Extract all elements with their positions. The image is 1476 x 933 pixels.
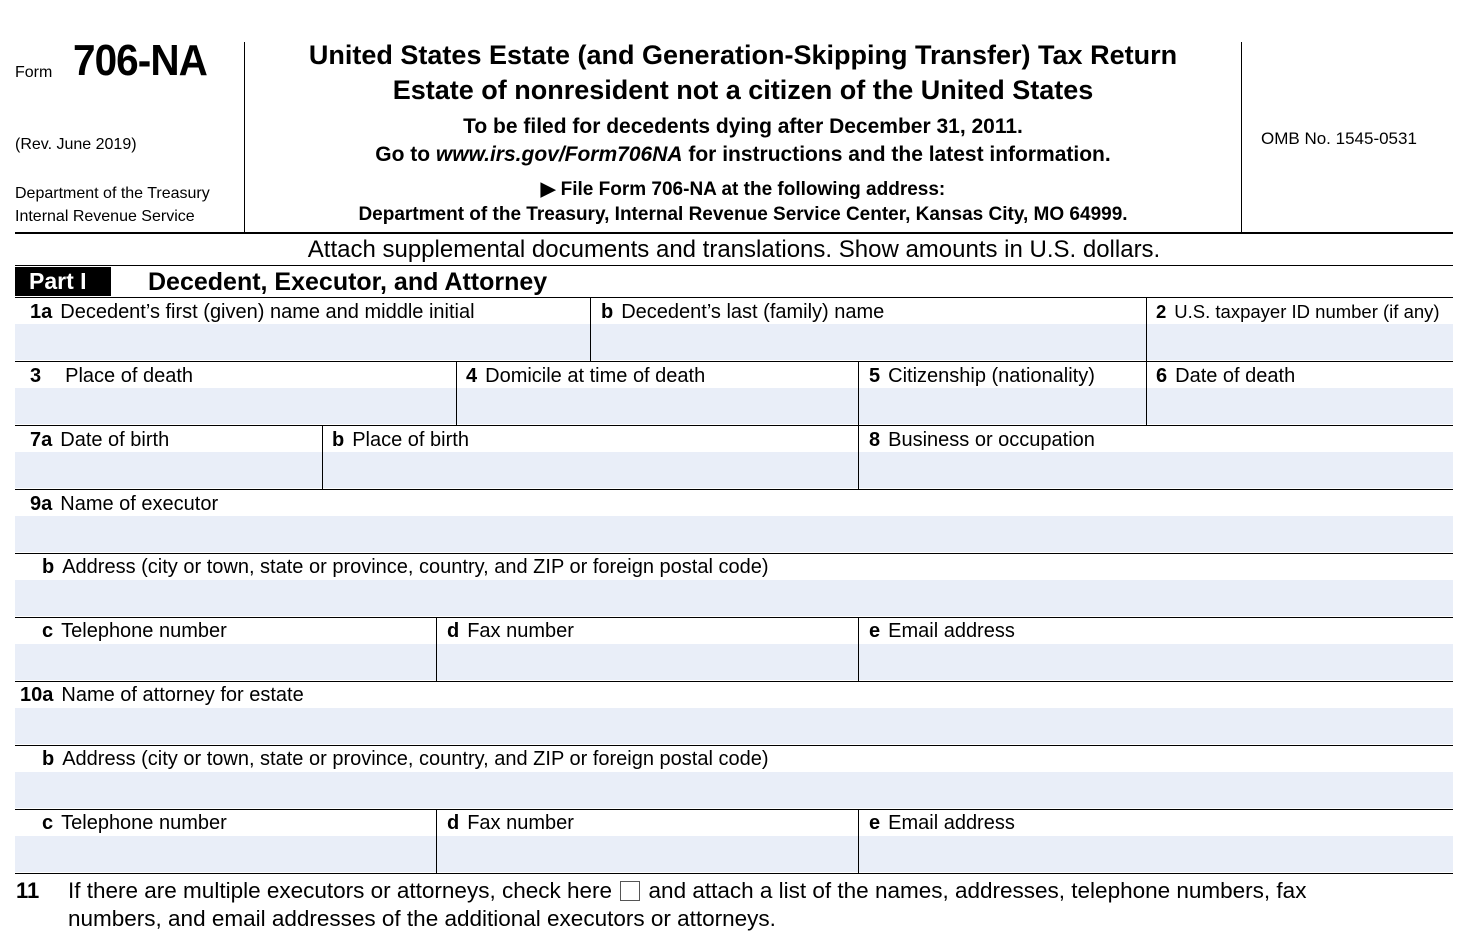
filing-condition: To be filed for decedents dying after December 31, 2011.	[463, 115, 1023, 138]
form-word: Form	[15, 64, 53, 81]
taxpayer-id-input[interactable]	[1147, 324, 1453, 360]
agency-line: Internal Revenue Service	[15, 208, 195, 225]
field-label-9d: d Fax number	[447, 620, 574, 642]
attorney-name-input[interactable]	[15, 708, 1453, 744]
place-of-birth-input[interactable]	[323, 452, 858, 488]
line-11-text-continued: numbers, and email addresses of the additional executors or attorneys.	[68, 906, 776, 931]
field-label-3: 3 Place of death	[30, 365, 193, 387]
field-label-10e: e Email address	[869, 812, 1015, 834]
field-label-2: 2 U.S. taxpayer ID number (if any)	[1156, 301, 1440, 322]
domicile-input[interactable]	[457, 388, 858, 424]
form-number: 706-NA	[73, 36, 207, 85]
field-label-10a: 10a Name of attorney for estate	[20, 684, 304, 706]
business-occupation-input[interactable]	[859, 452, 1453, 488]
executor-address-input[interactable]	[15, 580, 1453, 616]
executor-fax-input[interactable]	[437, 644, 858, 680]
instructions-line: Go to www.irs.gov/Form706NA for instructions and the latest information.	[375, 143, 1111, 166]
omb-number: OMB No. 1545-0531	[1261, 129, 1417, 148]
executor-telephone-input[interactable]	[15, 644, 436, 680]
line-11-number: 11	[16, 878, 40, 903]
multiple-executors-checkbox[interactable]	[620, 881, 640, 901]
decedent-last-name-input[interactable]	[591, 324, 1146, 360]
attorney-fax-input[interactable]	[437, 836, 858, 872]
field-label-9e: e Email address	[869, 620, 1015, 642]
form-subtitle: Estate of nonresident not a citizen of the United States	[392, 75, 1094, 105]
decedent-first-name-input[interactable]	[15, 324, 590, 360]
field-label-8: 8 Business or occupation	[869, 429, 1095, 451]
revision-date: (Rev. June 2019)	[15, 136, 137, 153]
attorney-email-input[interactable]	[859, 836, 1453, 872]
instructions-url[interactable]: www.irs.gov/Form706NA	[435, 143, 683, 166]
field-label-1a: 1a Decedent’s first (given) name and middle initial	[30, 301, 475, 323]
file-address: Department of the Treasury, Internal Revenue Service Center, Kansas City, MO 64999.	[358, 204, 1128, 225]
field-label-1b: b Decedent’s last (family) name	[601, 301, 885, 323]
place-of-death-input[interactable]	[15, 388, 456, 424]
line-11-text: If there are multiple executors or attorneys, check here and attach a list of the names, addresses, telephone numbers, fax	[68, 878, 1307, 903]
field-label-7b: b Place of birth	[332, 429, 469, 451]
executor-name-input[interactable]	[15, 516, 1453, 552]
field-label-9a: 9a Name of executor	[30, 493, 219, 515]
date-of-death-input[interactable]	[1147, 388, 1453, 424]
attorney-telephone-input[interactable]	[15, 836, 436, 872]
date-of-birth-input[interactable]	[15, 452, 322, 488]
attorney-address-input[interactable]	[15, 772, 1453, 808]
field-label-6: 6 Date of death	[1156, 365, 1296, 387]
field-label-10d: d Fax number	[447, 812, 574, 834]
field-label-9b: b Address (city or town, state or province, country, and ZIP or foreign postal code)	[42, 556, 769, 578]
field-label-10b: b Address (city or town, state or province, country, and ZIP or foreign postal code)	[42, 748, 769, 770]
field-label-5: 5 Citizenship (nationality)	[869, 365, 1095, 387]
attach-instructions: Attach supplemental documents and translations. Show amounts in U.S. dollars.	[307, 236, 1161, 263]
field-label-4: 4 Domicile at time of death	[466, 365, 706, 387]
file-address-heading: ▶ File Form 706-NA at the following address:	[540, 179, 946, 200]
field-label-10c: c Telephone number	[42, 812, 227, 834]
part-badge: Part I	[15, 267, 111, 296]
executor-email-input[interactable]	[859, 644, 1453, 680]
part-title: Decedent, Executor, and Attorney	[148, 268, 548, 296]
citizenship-input[interactable]	[859, 388, 1146, 424]
field-label-9c: c Telephone number	[42, 620, 227, 642]
field-label-7a: 7a Date of birth	[30, 429, 170, 451]
department-line: Department of the Treasury	[15, 185, 210, 202]
form-title: United States Estate (and Generation-Skipping Transfer) Tax Return	[308, 40, 1178, 70]
